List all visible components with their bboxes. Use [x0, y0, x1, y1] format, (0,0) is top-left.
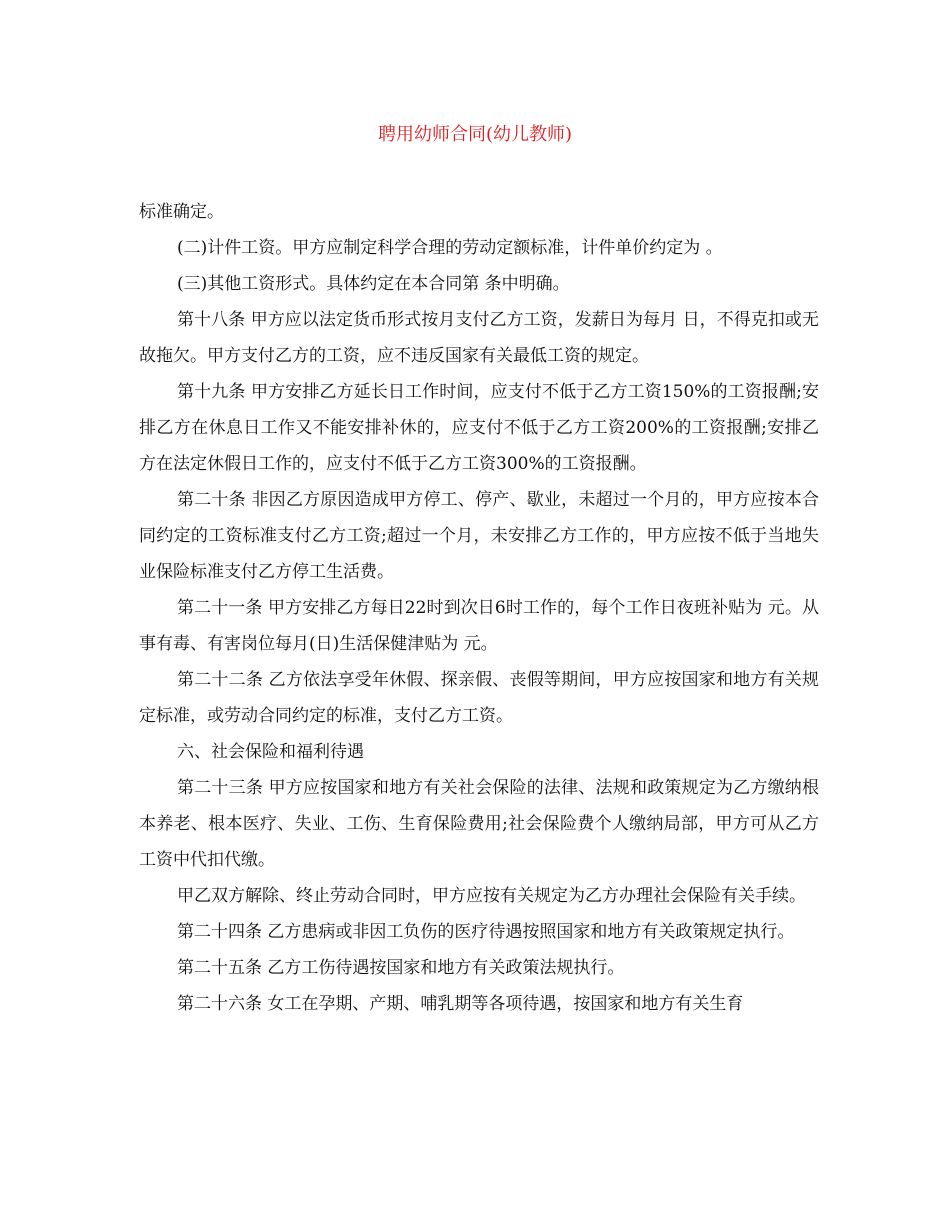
- paragraph-article-25: 第二十五条 乙方工伤待遇按国家和地方有关政策法规执行。: [177, 958, 625, 978]
- paragraph-article-23: 第二十三条 甲方应按国家和地方有关社会保险的法律、法规和政策规定为乙方缴纳根本养老、根本医疗、失业、工伤、生育保险费用;社会保险费个人缴纳局部，甲方可从乙方工资中代扣代缴。: [139, 778, 819, 870]
- paragraph-article-24: 第二十四条 乙方患病或非因工负伤的医疗待遇按照国家和地方有关政策规定执行。: [177, 922, 795, 942]
- paragraph-piece-rate-wage: (二)计件工资。甲方应制定科学合理的劳动定额标准，计件单价约定为 。: [177, 238, 723, 258]
- paragraph-article-19: 第十九条 甲方安排乙方延长日工作时间，应支付不低于乙方工资150%的工资报酬;安排乙方在休息日工作又不能安排补休的，应支付不低于乙方工资200%的工资报酬;安排乙方在法定休假日工作的，应支付不低于乙方工资300%的工资报酬。: [139, 382, 819, 474]
- section-heading-social-insurance: 六、社会保险和福利待遇: [177, 742, 364, 762]
- paragraph-article-18: 第十八条 甲方应以法定货币形式按月支付乙方工资，发薪日为每月 日，不得克扣或无故拖欠。甲方支付乙方的工资，应不违反国家有关最低工资的规定。: [139, 310, 819, 366]
- document-body: [139, 194, 819, 1022]
- paragraph-termination-insurance: 甲乙双方解除、终止劳动合同时，甲方应按有关规定为乙方办理社会保险有关手续。: [177, 886, 806, 906]
- paragraph-article-26: 第二十六条 女工在孕期、产期、哺乳期等各项待遇，按国家和地方有关生育: [177, 994, 744, 1014]
- paragraph-other-wage-forms: (三)其他工资形式。具体约定在本合同第 条中明确。: [177, 274, 570, 294]
- paragraph-continuation: 标准确定。: [139, 202, 224, 222]
- paragraph-article-22: 第二十二条 乙方依法享受年休假、探亲假、丧假等期间，甲方应按国家和地方有关规定标准，或劳动合同约定的标准，支付乙方工资。: [139, 670, 819, 726]
- paragraph-article-20: 第二十条 非因乙方原因造成甲方停工、停产、歇业，未超过一个月的，甲方应按本合同约定的工资标准支付乙方工资;超过一个月，未安排乙方工作的，甲方应按不低于当地失业保险标准支付乙方停工生活费。: [139, 490, 819, 582]
- paragraph-article-21: 第二十一条 甲方安排乙方每日22时到次日6时工作的，每个工作日夜班补贴为 元。从事有毒、有害岗位每月(日)生活保健津贴为 元。: [139, 598, 819, 654]
- document-title: 聘用幼师合同(幼儿教师): [377, 124, 573, 145]
